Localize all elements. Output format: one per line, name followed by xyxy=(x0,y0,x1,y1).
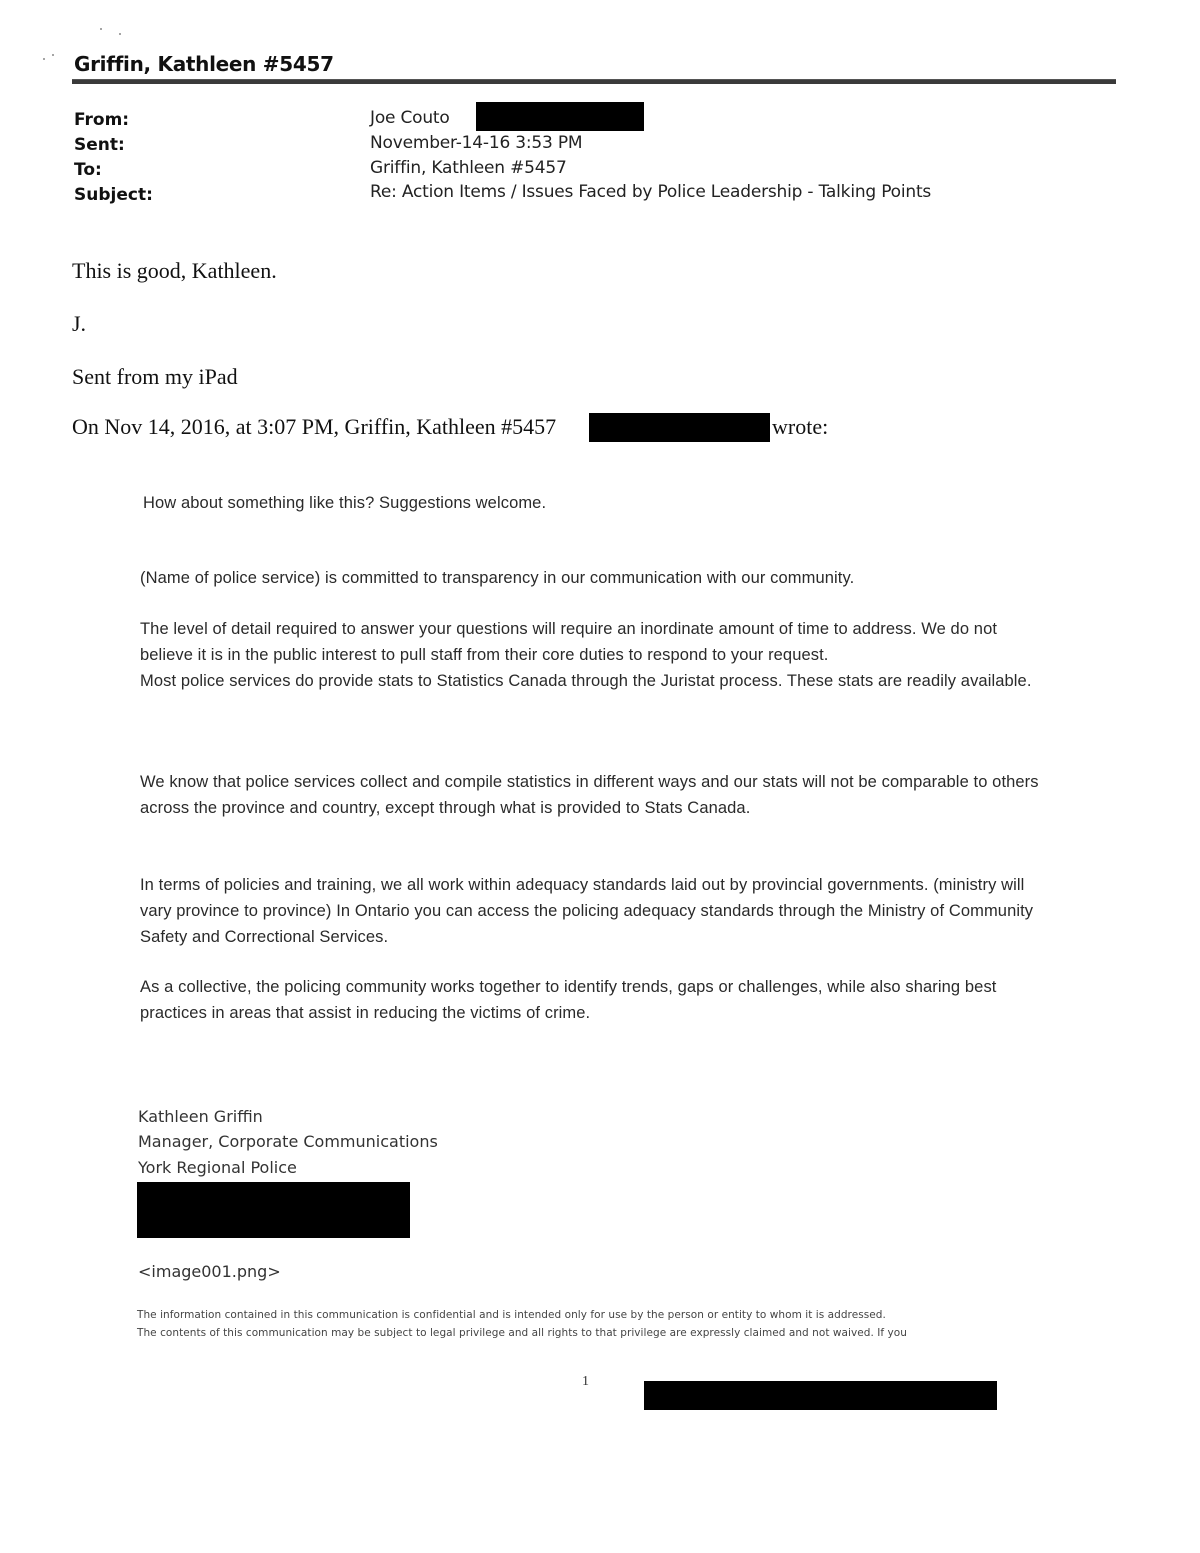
reply-line-initial: J. xyxy=(72,311,87,336)
quote-header-prefix: On Nov 14, 2016, at 3:07 PM, Griffin, Kathleen #5457 xyxy=(72,414,557,439)
signature-organization: York Regional Police xyxy=(138,1158,297,1177)
signature-name: Kathleen Griffin xyxy=(138,1107,263,1126)
disclaimer-line-1: The information contained in this communication is confidential and is intended only for use by the person or entity to whom it is addressed. xyxy=(137,1309,886,1321)
scan-speck xyxy=(100,28,102,30)
subject-label: Subject: xyxy=(74,185,153,205)
quoted-intro xyxy=(143,490,1043,516)
disclaimer-line-2: The contents of this communication may be subject to legal privilege and all rights to that privilege are expressly claimed and not waived. If you xyxy=(137,1327,907,1339)
attachment-placeholder[interactable]: <image001.png> xyxy=(138,1262,281,1281)
quoted-paragraph xyxy=(140,565,1040,591)
paragraph-comparability: We know that police services collect and compile statistics in different ways and our stats will not be comparable to others across the province and country, except through what is provided to Stats Canada. xyxy=(140,773,1039,817)
to-label: To: xyxy=(74,160,102,180)
signature-title: Manager, Corporate Communications xyxy=(138,1132,438,1151)
quoted-paragraph xyxy=(140,974,1040,1026)
redacted-contact-info xyxy=(137,1182,410,1238)
page-number: 1 xyxy=(582,1374,589,1389)
quoted-intro-text: How about something like this? Suggestions welcome. xyxy=(143,494,547,512)
from-value: Joe Couto xyxy=(370,108,450,128)
redacted-sender-email xyxy=(589,413,770,442)
quoted-paragraph xyxy=(140,769,1040,821)
subject-value: Re: Action Items / Issues Faced by Police Leadership - Talking Points xyxy=(370,182,932,202)
quote-header-suffix: wrote: xyxy=(772,414,829,439)
document-header-title: Griffin, Kathleen #5457 xyxy=(74,52,334,76)
sent-label: Sent: xyxy=(74,135,125,155)
scan-speck xyxy=(52,54,54,56)
to-value: Griffin, Kathleen #5457 xyxy=(370,158,567,178)
paragraph-collective: As a collective, the policing community works together to identify trends, gaps or challenges, while also sharing best practices in areas that assist in reducing the victims of crime. xyxy=(140,978,997,1022)
quoted-paragraph xyxy=(140,616,1040,694)
header-divider xyxy=(72,79,1116,84)
scan-speck xyxy=(43,58,45,60)
redacted-footer xyxy=(644,1381,997,1410)
redacted-from-email xyxy=(476,102,644,131)
paragraph-juristat: Most police services do provide stats to Statistics Canada through the Juristat process. These stats are readily available. xyxy=(140,672,1032,690)
reply-line-signature: Sent from my iPad xyxy=(72,364,238,389)
paragraph-transparency: (Name of police service) is committed to transparency in our communication with our community. xyxy=(140,569,855,587)
scan-speck xyxy=(119,33,121,35)
paragraph-adequacy-standards: In terms of policies and training, we all work within adequacy standards laid out by provincial governments. (ministry will vary province to province) In Ontario you can access the policing adequacy standards through the Ministry of Community Safety and Correctional Services. xyxy=(140,876,1034,946)
quoted-paragraph xyxy=(140,872,1040,950)
paragraph-level-of-detail: The level of detail required to answer your questions will require an inordinate amount of time to address. We do not believe it is in the public interest to pull staff from their core duties to respond to your request. xyxy=(140,620,998,664)
sent-value: November-14-16 3:53 PM xyxy=(370,133,583,153)
reply-line-greeting: This is good, Kathleen. xyxy=(72,258,277,283)
from-label: From: xyxy=(74,110,130,130)
